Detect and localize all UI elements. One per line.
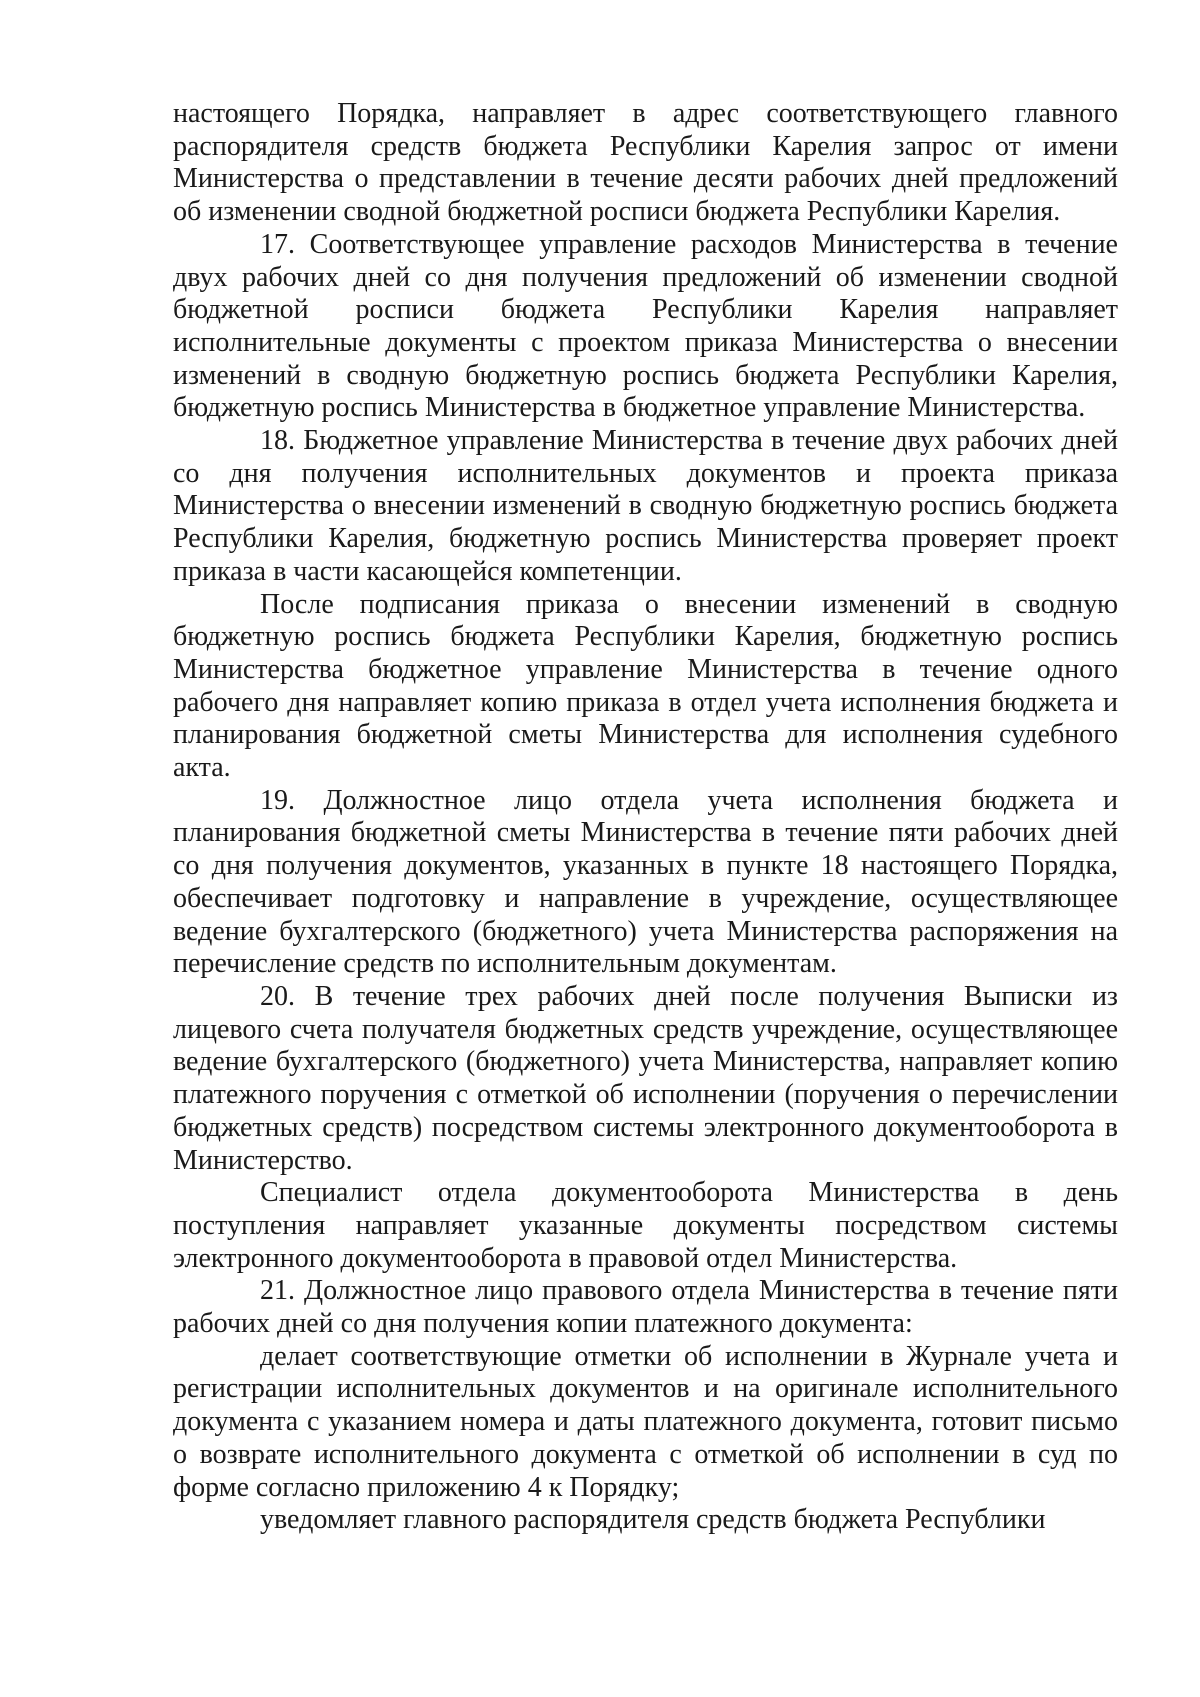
paragraph-after-signing: После подписания приказа о внесении изменений в сводную бюджетную роспись бюджета Республики Карелия, бюджетную роспись Министерства бюджетное управление Министерства в течение одного рабочего дня направляет копию приказа в отдел учета исполнения бюджета и планирования бюджетной сметы Министерства для исполнения судебного акта. [173,588,1118,784]
paragraph-1: настоящего Порядка, направляет в адрес соответствующего главного распорядителя средств бюджета Республики Карелия запрос от имени Министерства о представлении в течение десяти рабочих дней предложений об изменении сводной бюджетной росписи бюджета Республики Карелия. [173,98,1118,228]
paragraph-specialist: Специалист отдела документооборота Министерства в день поступления направляет указанные документы посредством системы электронного документооборота в правовой отдел Министерства. [173,1177,1118,1274]
paragraph-17: 17. Соответствующее управление расходов Министерства в течение двух рабочих дней со дня получения предложений об изменении сводной бюджетной росписи бюджета Республики Карелия направляет исполнительные документы с проектом приказа Министерства о внесении изменений в сводную бюджетную роспись бюджета Республики Карелия, бюджетную роспись Министерства в бюджетное управление Министерства. [173,228,1118,424]
paragraph-18: 18. Бюджетное управление Министерства в течение двух рабочих дней со дня получения исполнительных документов и проекта приказа Министерства о внесении изменений в сводную бюджетную роспись бюджета Республики Карелия, бюджетную роспись Министерства проверяет проект приказа в части касающейся компетенции. [173,425,1118,587]
paragraph-20: 20. В течение трех рабочих дней после получения Выписки из лицевого счета получателя бюджетных средств учреждение, осуществляющее ведение бухгалтерского (бюджетного) учета Министерства, направляет копию платежного поручения с отметкой об исполнении (поручения о перечислении бюджетных средств) посредством системы электронного документооборота в Министерство. [173,980,1118,1176]
paragraph-19: 19. Должностное лицо отдела учета исполнения бюджета и планирования бюджетной сметы Министерства в течение пяти рабочих дней со дня получения документов, указанных в пункте 18 настоящего Порядка, обеспечивает подготовку и направление в учреждение, осуществляющее ведение бухгалтерского (бюджетного) учета Министерства распоряжения на перечисление средств по исполнительным документам. [173,784,1118,980]
paragraph-21-item-1: делает соответствующие отметки об исполнении в Журнале учета и регистрации исполнительных документов и на оригинале исполнительного документа с указанием номера и даты платежного документа, готовит письмо о возврате исполнительного документа с отметкой об исполнении в суд по форме согласно приложению 4 к Порядку; [173,1340,1118,1503]
paragraph-21-item-2: уведомляет главного распорядителя средств бюджета Республики [260,1504,1046,1536]
paragraph-21: 21. Должностное лицо правового отдела Министерства в течение пяти рабочих дней со дня получения копии платежного документа: [173,1275,1118,1340]
document-body [173,98,1118,1537]
